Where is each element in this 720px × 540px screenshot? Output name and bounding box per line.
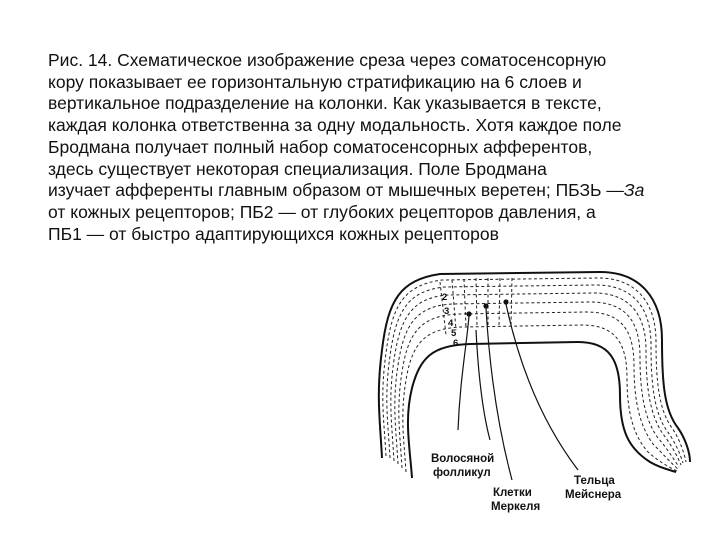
neuron-dot — [503, 299, 508, 304]
caption-line: Бродмана получает полный набор соматосенсорных афферентов, — [48, 136, 593, 157]
layer-number: 6 — [453, 338, 459, 349]
label-merkel-2: Меркеля — [491, 501, 541, 513]
caption-line: кору показывает ее горизонтальную стратификацию на 6 слоев и — [48, 71, 582, 92]
caption-line: Рис. 14. Схематическое изображение среза через соматосенсорную — [48, 50, 607, 70]
caption-line: каждая колонка ответственна за одну модальность. Хотя каждое поле — [48, 115, 622, 136]
column-line — [499, 278, 500, 326]
layer-boundary-2 — [387, 285, 683, 463]
italic-area-term: За — [623, 180, 645, 201]
label-hair-follicle-2: фолликул — [433, 467, 491, 479]
label-hair-follicle-1: Волосяной — [431, 453, 495, 465]
caption-line: вертикальное подразделение на колонки. Как указывается в тексте, — [48, 93, 602, 114]
cortical-layer-lines — [383, 278, 686, 472]
caption-line: здесь существует некоторая специализация. Поле Бродмана — [48, 158, 547, 179]
layer-number: 5 — [451, 328, 457, 339]
figure-labels — [431, 453, 622, 513]
label-meissner-2: Мейснера — [565, 489, 622, 501]
fiber-meissner — [506, 304, 578, 470]
layer-number: 3 — [444, 306, 450, 317]
label-meissner-1: Тельца — [574, 475, 615, 487]
neuron-dot — [466, 311, 471, 316]
caption-line: ПБ1 — от быстро адаптирующихся кожных рецепторов — [48, 223, 499, 244]
neuron-dot — [483, 303, 488, 308]
layer-number: 2 — [442, 292, 448, 303]
layer-number: 4 — [448, 318, 454, 329]
layer-boundary-4 — [395, 302, 679, 467]
layer-boundary-5 — [399, 312, 678, 469]
column-line — [476, 278, 477, 327]
caption-line: от кожных рецепторов; ПБ2 — от глубоких рецепторов давления, а — [48, 201, 596, 222]
label-merkel-1: Клетки — [493, 487, 532, 499]
column-line — [511, 278, 512, 326]
fiber-extra — [476, 330, 490, 440]
caption-line-text: изучает афференты главным образом от мышечных веретен; ПБЗЬ — — [48, 180, 624, 201]
fiber-hair-follicle — [458, 316, 469, 430]
